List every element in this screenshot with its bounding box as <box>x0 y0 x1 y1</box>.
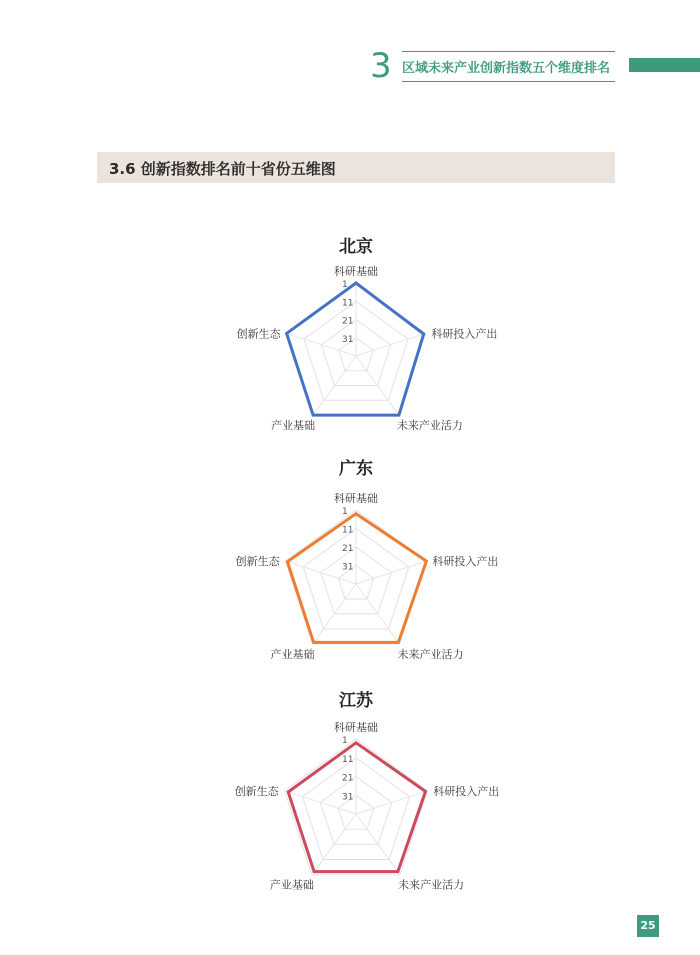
radar-tick-label: 31 <box>342 562 354 573</box>
radar-axis-label: 科研投入产出 <box>431 327 498 341</box>
radar-data-point <box>312 414 314 416</box>
radar-series-line <box>288 743 425 872</box>
radar-title: 江苏 <box>339 691 373 711</box>
radar-data-point <box>397 641 399 643</box>
radar-data-point <box>398 414 400 416</box>
radar-tick-label: 31 <box>342 792 354 803</box>
radar-spoke <box>356 333 425 356</box>
radar-spoke <box>356 561 426 584</box>
radar-axis-label: 产业基础 <box>269 878 314 892</box>
radar-axis-label: 科研投入产出 <box>433 784 500 798</box>
radar-axis-label: 科研基础 <box>334 721 378 734</box>
section-title: 3.6 创新指数排名前十省份五维图 <box>109 160 336 178</box>
chapter-number: 3 <box>370 46 392 86</box>
radar-data-point <box>355 742 357 744</box>
radar-tick-label: 1 <box>342 280 348 290</box>
radar-tick-label: 1 <box>342 736 348 746</box>
chapter-title: 区域未来产业创新指数五个维度排名 <box>402 61 611 76</box>
radar-axis-label: 产业基础 <box>271 419 316 433</box>
radar-axis-label: 科研投入产出 <box>432 555 499 569</box>
radar-axis-label: 未来产业活力 <box>398 878 465 892</box>
radar-axis-label: 科研基础 <box>334 492 378 505</box>
radar-data-point <box>397 870 399 872</box>
radar-tick-label: 1 <box>342 507 348 517</box>
radar-axis-label: 创新生态 <box>235 555 280 569</box>
radar-tick-label: 31 <box>342 334 354 345</box>
radar-title: 广东 <box>339 459 373 479</box>
radar-tick-label: 11 <box>342 754 354 765</box>
radar-tick-label: 11 <box>342 298 354 309</box>
radar-tick-label: 21 <box>342 316 354 327</box>
radar-axis-label: 创新生态 <box>236 327 281 341</box>
radar-data-point <box>287 791 289 793</box>
page-number: 25 <box>637 915 659 937</box>
radar-axis-label: 创新生态 <box>234 784 279 798</box>
radar-data-point <box>355 282 357 284</box>
radar-tick-label: 11 <box>342 525 354 536</box>
radar-tick-label: 21 <box>342 773 354 784</box>
radar-title: 北京 <box>339 237 373 257</box>
radar-axis-label: 产业基础 <box>270 647 315 661</box>
radar-data-point <box>424 790 426 792</box>
radar-tick-label: 21 <box>342 544 354 554</box>
radar-axis-label: 科研基础 <box>334 265 378 278</box>
radar-data-point <box>286 561 288 563</box>
radar-data-point <box>312 641 314 643</box>
radar-data-point <box>423 333 425 335</box>
radar-axis-label: 未来产业活力 <box>397 647 464 661</box>
radar-data-point <box>355 513 357 515</box>
radar-data-point <box>313 870 315 872</box>
radar-axis-label: 未来产业活力 <box>396 419 463 433</box>
radar-data-point <box>285 332 287 334</box>
radar-spoke <box>356 791 427 814</box>
radar-data-point <box>425 560 427 562</box>
